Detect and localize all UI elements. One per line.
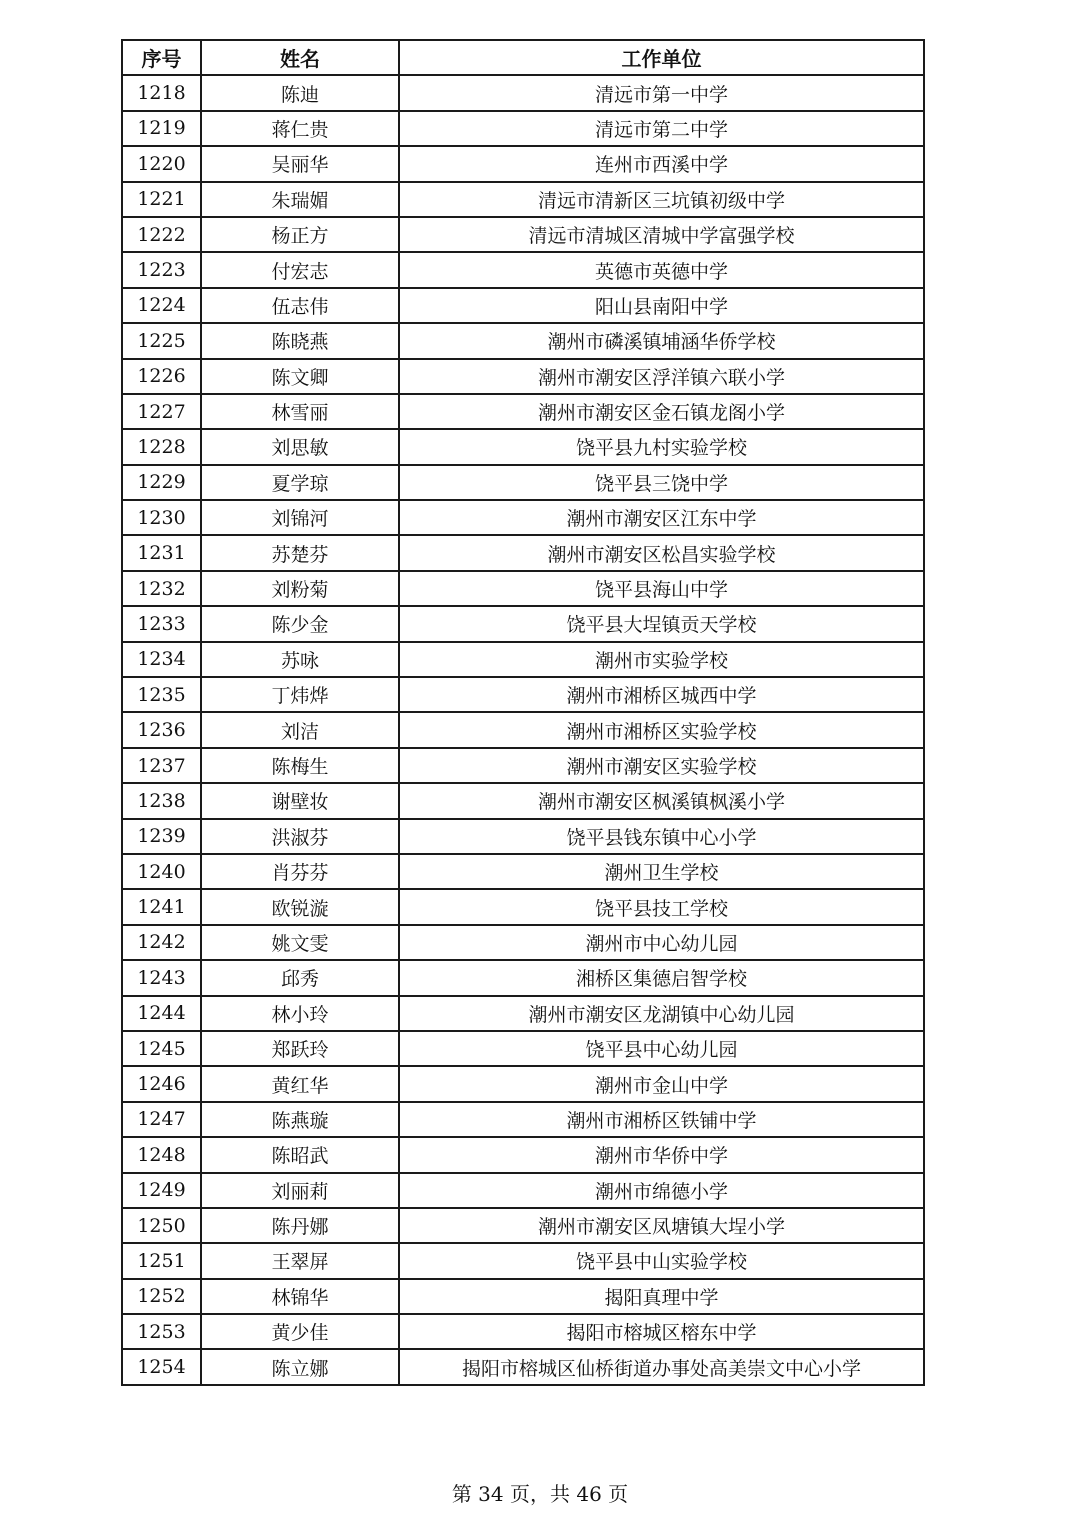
table-row [122, 960, 924, 995]
serial-number-cell: 1226 [122, 359, 201, 394]
workplace-cell: 潮州市金山中学 [399, 1066, 924, 1101]
serial-number-cell: 1233 [122, 606, 201, 641]
serial-number-cell: 1254 [122, 1349, 201, 1384]
table-row [122, 606, 924, 641]
name-cell: 陈梅生 [201, 748, 399, 783]
name-cell: 苏咏 [201, 642, 399, 677]
name-cell: 陈晓燕 [201, 323, 399, 358]
name-cell: 刘洁 [201, 712, 399, 747]
name-cell: 付宏志 [201, 252, 399, 287]
name-cell: 黄少佳 [201, 1314, 399, 1349]
workplace-cell: 饶平县钱东镇中心小学 [399, 819, 924, 854]
serial-number-cell: 1232 [122, 571, 201, 606]
name-cell: 陈迪 [201, 75, 399, 110]
name-cell: 林雪丽 [201, 394, 399, 429]
name-cell: 苏楚芬 [201, 535, 399, 570]
workplace-cell: 潮州市湘桥区铁铺中学 [399, 1102, 924, 1137]
serial-number-cell: 1241 [122, 889, 201, 924]
name-cell: 刘丽莉 [201, 1173, 399, 1208]
name-cell: 欧锐漩 [201, 889, 399, 924]
serial-number-cell: 1246 [122, 1066, 201, 1101]
name-cell: 姚文雯 [201, 925, 399, 960]
workplace-cell: 潮州市潮安区浮洋镇六联小学 [399, 359, 924, 394]
serial-number-cell: 1222 [122, 217, 201, 252]
name-cell: 蒋仁贵 [201, 111, 399, 146]
table-row [122, 429, 924, 464]
workplace-cell: 潮州市湘桥区城西中学 [399, 677, 924, 712]
workplace-cell: 潮州市潮安区松昌实验学校 [399, 535, 924, 570]
workplace-cell: 潮州市潮安区金石镇龙阁小学 [399, 394, 924, 429]
page-footer: 第 34 页，共 46 页 [451, 1482, 629, 1506]
name-cell: 陈燕璇 [201, 1102, 399, 1137]
workplace-cell: 阳山县南阳中学 [399, 288, 924, 323]
table-row [122, 677, 924, 712]
serial-number-cell: 1240 [122, 854, 201, 889]
serial-number-cell: 1225 [122, 323, 201, 358]
workplace-cell: 潮州市潮安区枫溪镇枫溪小学 [399, 783, 924, 818]
name-cell: 黄红华 [201, 1066, 399, 1101]
serial-number-cell: 1247 [122, 1102, 201, 1137]
name-cell: 郑跃玲 [201, 1031, 399, 1066]
table-row [122, 1137, 924, 1172]
workplace-cell: 潮州市磷溪镇埔涵华侨学校 [399, 323, 924, 358]
workplace-cell: 饶平县中心幼儿园 [399, 1031, 924, 1066]
serial-number-cell: 1227 [122, 394, 201, 429]
name-cell: 陈少金 [201, 606, 399, 641]
table-row [122, 288, 924, 323]
table-row [122, 146, 924, 181]
table-row [122, 642, 924, 677]
name-cell: 王翠屏 [201, 1243, 399, 1278]
serial-number-cell: 1251 [122, 1243, 201, 1278]
table-row [122, 252, 924, 287]
table-row [122, 217, 924, 252]
workplace-cell: 清远市第二中学 [399, 111, 924, 146]
header-workplace: 工作单位 [399, 40, 924, 75]
table-row [122, 1066, 924, 1101]
table-row [122, 996, 924, 1031]
roster-table [121, 39, 925, 1386]
name-cell: 谢壁妆 [201, 783, 399, 818]
table-row [122, 182, 924, 217]
name-cell: 陈立娜 [201, 1349, 399, 1384]
workplace-cell: 潮州卫生学校 [399, 854, 924, 889]
workplace-cell: 饶平县技工学校 [399, 889, 924, 924]
name-cell: 林小玲 [201, 996, 399, 1031]
workplace-cell: 潮州市潮安区龙湖镇中心幼儿园 [399, 996, 924, 1031]
serial-number-cell: 1250 [122, 1208, 201, 1243]
serial-number-cell: 1238 [122, 783, 201, 818]
table-row [122, 323, 924, 358]
table-row [122, 712, 924, 747]
name-cell: 刘粉菊 [201, 571, 399, 606]
serial-number-cell: 1248 [122, 1137, 201, 1172]
name-cell: 陈丹娜 [201, 1208, 399, 1243]
workplace-cell: 饶平县中山实验学校 [399, 1243, 924, 1278]
serial-number-cell: 1230 [122, 500, 201, 535]
name-cell: 杨正方 [201, 217, 399, 252]
serial-number-cell: 1229 [122, 465, 201, 500]
serial-number-cell: 1249 [122, 1173, 201, 1208]
table-row [122, 819, 924, 854]
table-header-row [122, 40, 924, 75]
serial-number-cell: 1236 [122, 712, 201, 747]
name-cell: 陈昭武 [201, 1137, 399, 1172]
serial-number-cell: 1245 [122, 1031, 201, 1066]
table-row [122, 925, 924, 960]
workplace-cell: 湘桥区集德启智学校 [399, 960, 924, 995]
workplace-cell: 饶平县三饶中学 [399, 465, 924, 500]
table-row [122, 1349, 924, 1384]
workplace-cell: 潮州市绵德小学 [399, 1173, 924, 1208]
name-cell: 刘锦河 [201, 500, 399, 535]
workplace-cell: 潮州市华侨中学 [399, 1137, 924, 1172]
workplace-cell: 潮州市潮安区凤塘镇大埕小学 [399, 1208, 924, 1243]
table-row [122, 359, 924, 394]
workplace-cell: 揭阳市榕城区仙桥街道办事处高美崇文中心小学 [399, 1349, 924, 1384]
serial-number-cell: 1224 [122, 288, 201, 323]
table-row [122, 571, 924, 606]
serial-number-cell: 1244 [122, 996, 201, 1031]
table-body [122, 75, 924, 1384]
table-row [122, 854, 924, 889]
workplace-cell: 潮州市实验学校 [399, 642, 924, 677]
table-row [122, 500, 924, 535]
name-cell: 陈文卿 [201, 359, 399, 394]
table-row [122, 1314, 924, 1349]
table-row [122, 75, 924, 110]
table-row [122, 1279, 924, 1314]
name-cell: 刘思敏 [201, 429, 399, 464]
serial-number-cell: 1223 [122, 252, 201, 287]
name-cell: 洪淑芬 [201, 819, 399, 854]
table-row [122, 465, 924, 500]
name-cell: 伍志伟 [201, 288, 399, 323]
name-cell: 朱瑞媚 [201, 182, 399, 217]
name-cell: 吴丽华 [201, 146, 399, 181]
table-row [122, 783, 924, 818]
table-row [122, 1243, 924, 1278]
table-row [122, 1208, 924, 1243]
serial-number-cell: 1234 [122, 642, 201, 677]
workplace-cell: 清远市第一中学 [399, 75, 924, 110]
workplace-cell: 英德市英德中学 [399, 252, 924, 287]
workplace-cell: 清远市清城区清城中学富强学校 [399, 217, 924, 252]
workplace-cell: 饶平县九村实验学校 [399, 429, 924, 464]
serial-number-cell: 1221 [122, 182, 201, 217]
workplace-cell: 潮州市潮安区江东中学 [399, 500, 924, 535]
serial-number-cell: 1220 [122, 146, 201, 181]
table-row [122, 111, 924, 146]
header-name: 姓名 [201, 40, 399, 75]
workplace-cell: 揭阳真理中学 [399, 1279, 924, 1314]
serial-number-cell: 1231 [122, 535, 201, 570]
serial-number-cell: 1253 [122, 1314, 201, 1349]
serial-number-cell: 1218 [122, 75, 201, 110]
table-row [122, 1102, 924, 1137]
serial-number-cell: 1239 [122, 819, 201, 854]
serial-number-cell: 1235 [122, 677, 201, 712]
workplace-cell: 揭阳市榕城区榕东中学 [399, 1314, 924, 1349]
table-row [122, 1173, 924, 1208]
header-serial-number: 序号 [122, 40, 201, 75]
serial-number-cell: 1237 [122, 748, 201, 783]
table-row [122, 535, 924, 570]
table-row [122, 889, 924, 924]
workplace-cell: 清远市清新区三坑镇初级中学 [399, 182, 924, 217]
table-row [122, 748, 924, 783]
serial-number-cell: 1242 [122, 925, 201, 960]
serial-number-cell: 1219 [122, 111, 201, 146]
serial-number-cell: 1228 [122, 429, 201, 464]
table-row [122, 394, 924, 429]
workplace-cell: 潮州市中心幼儿园 [399, 925, 924, 960]
workplace-cell: 饶平县大埕镇贡天学校 [399, 606, 924, 641]
name-cell: 邱秀 [201, 960, 399, 995]
table-row [122, 1031, 924, 1066]
workplace-cell: 潮州市潮安区实验学校 [399, 748, 924, 783]
workplace-cell: 连州市西溪中学 [399, 146, 924, 181]
serial-number-cell: 1243 [122, 960, 201, 995]
name-cell: 丁炜烨 [201, 677, 399, 712]
workplace-cell: 潮州市湘桥区实验学校 [399, 712, 924, 747]
name-cell: 林锦华 [201, 1279, 399, 1314]
name-cell: 夏学琼 [201, 465, 399, 500]
name-cell: 肖芬芬 [201, 854, 399, 889]
serial-number-cell: 1252 [122, 1279, 201, 1314]
workplace-cell: 饶平县海山中学 [399, 571, 924, 606]
